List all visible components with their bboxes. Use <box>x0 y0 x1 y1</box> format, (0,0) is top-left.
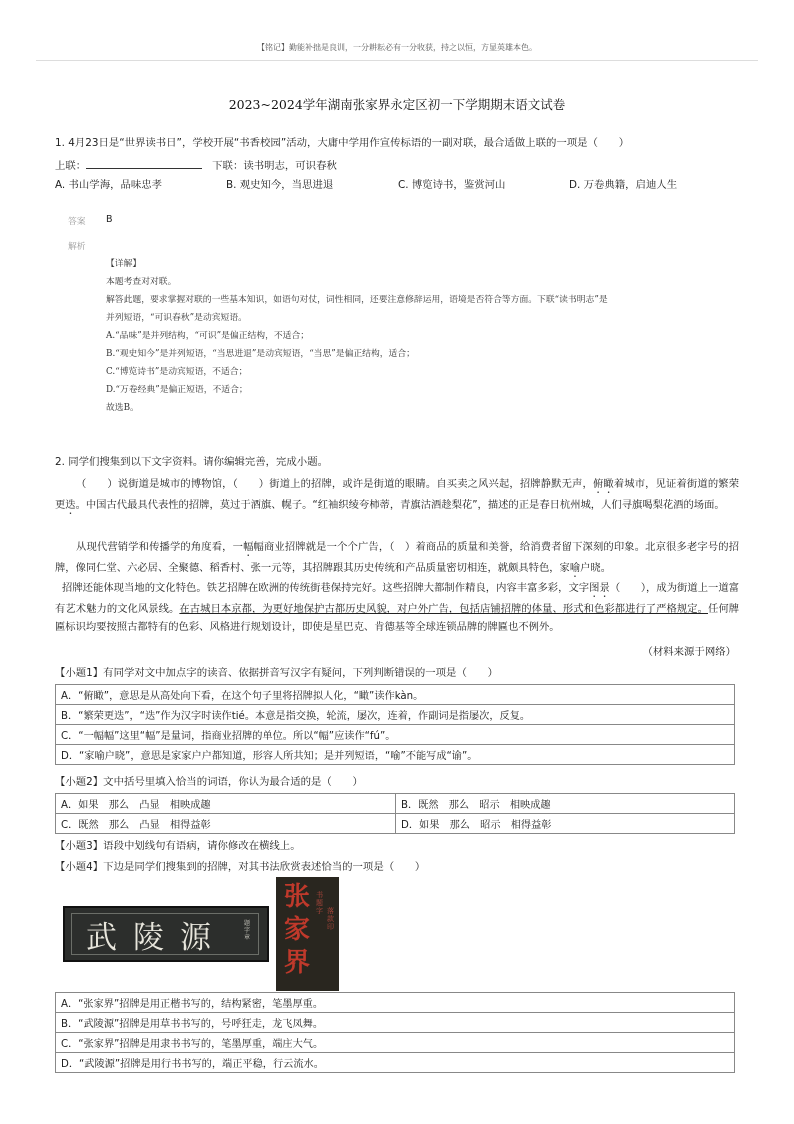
p1-text: 繁荣 <box>718 478 740 490</box>
q1-analysis-line: D.“万卷经典”是偏正短语，不适合； <box>106 385 248 395</box>
q1-analysis-line: 解答此题，要求掌握对联的一些基本知识，如语句对仗，词性相同，还要注意修辞运用，语境是否符合等方面。下联“读书明志”是 <box>106 295 608 305</box>
p1-text: （ ）说街道是城市的博物馆，（ ）街道上的招牌，或许是街道的眼睛。自买卖之风兴起，招牌静默无声， <box>76 478 593 490</box>
p3-text: （ ），成为街道上一道富有艺术魅力的文化风景线。 <box>55 582 740 615</box>
sub4-option-c[interactable]: C．“张家界”招牌是用隶书书写的，笔墨厚重，端庄大气。 <box>56 1033 735 1053</box>
zhangjiajie-sign-text: 张家界 <box>283 882 310 978</box>
sub1-options <box>55 684 735 765</box>
p2-text: 户晓。 <box>580 562 612 574</box>
sub2-option-a[interactable]: A．如果 那么 凸显 相映成趣 <box>56 794 396 814</box>
q2-paragraph-3 <box>55 579 739 637</box>
p2-dotted-yu: 喻 <box>569 562 581 574</box>
p2-dotted-fu: 幅 <box>243 541 254 553</box>
sub4-option-d[interactable]: D．“武陵源”招牌是用行书书写的，端正平稳，行云流水。 <box>56 1053 735 1073</box>
q2-paragraph-1 <box>55 475 739 517</box>
sub2-option-c[interactable]: C．既然 那么 凸显 相得益彰 <box>56 814 396 834</box>
sub1-option-d[interactable]: D．“家喻户晓”，意思是家家户户都知道，形容人所共知；是并列短语，“喻”不能写成“谕”。 <box>56 745 735 765</box>
sub4-option-b[interactable]: B．“武陵源”招牌是用草书书写的，号呼狂走，龙飞凤舞。 <box>56 1013 735 1033</box>
sub2-option-b[interactable]: B．既然 那么 昭示 相映成趣 <box>396 794 735 814</box>
q1-analysis-line: 【详解】 <box>106 259 142 269</box>
q1-analysis-line: A.“品味”是并列结构，“可识”是偏正结构，不适合； <box>106 331 310 341</box>
p3-dotted-tujing: 图景 <box>589 582 610 594</box>
q1-option-d: D. 万卷典籍，启迪人生 <box>569 179 678 191</box>
sign-inscription: 题字章 <box>244 920 251 941</box>
q1-upper-blank <box>86 157 202 169</box>
sub1-option-b[interactable]: B．“繁荣更迭”，“迭”作为汉字时读作tié。本意是指交换，轮流，屡次，连着，作副词是指屡次，反复。 <box>56 705 735 725</box>
sub2-stem: 【小题2】文中括号里填入恰当的词语，你认为最合适的是（ ） <box>55 776 363 788</box>
q1-upper-label: 上联： <box>55 160 87 172</box>
wulingyuan-sign-image <box>63 906 269 962</box>
q1-lower: 下联：读书明志，可识春秋 <box>212 160 337 172</box>
p3-text: 任何牌匾标识均要按照古都特有的色彩、风格进行规划设计，即使是星巴克、肯德基等全球连锁品牌的牌匾也不例外。 <box>55 603 740 634</box>
q2-paragraph-2 <box>55 538 739 580</box>
sub3-stem: 【小题3】语段中划线句有语病，请你修改在横线上。 <box>55 840 301 852</box>
sub4-options <box>55 992 735 1073</box>
q1-analysis-line: 故选B。 <box>106 403 139 413</box>
q1-couplet <box>55 157 337 174</box>
sub4-stem: 【小题4】下边是同学们搜集到的招牌，对其书法欣赏表述恰当的一项是（ ） <box>55 861 426 873</box>
motto-tip: 【铭记】勤能补拙是良训，一分耕耘必有一分收获，持之以恒，方显英雄本色。 <box>257 43 537 52</box>
q1-analysis-line: 本题考查对对联。 <box>106 277 177 287</box>
sign-inscription: 书题字 <box>316 891 323 915</box>
sub1-option-c[interactable]: C．“一幅幅”这里“幅”是量词，指商业招牌的单位。所以“幅”应读作“fú”。 <box>56 725 735 745</box>
q1-option-b: B. 观史知今，当思进退 <box>226 179 334 191</box>
header-divider <box>36 60 758 61</box>
p1-dotted-fukan: 俯瞰 <box>592 478 614 490</box>
p3-underlined-sentence: 在古城日本京都，为更好地保护古都历史风貌，对户外广告，包括店铺招牌的体量、形式和色彩都进行了严格规定。 <box>179 603 708 615</box>
q1-analysis-label: 解析 <box>68 242 86 252</box>
q1-option-c: C. 博览诗书，鉴赏河山 <box>398 179 506 191</box>
q2-stem: 2. 同学们搜集到以下文字资料。请你编辑完善，完成小题。 <box>55 456 328 468</box>
q1-analysis-line: C.“博览诗书”是动宾短语，不适合； <box>106 367 248 377</box>
zhangjiajie-sign-image <box>276 877 339 991</box>
q1-option-a: A. 书山学海，品味忠孝 <box>55 179 163 191</box>
q2-source: （材料来源于网络） <box>642 646 736 658</box>
p1-text: 更 <box>55 499 66 511</box>
p3-text: 招牌还能体现当地的文化特色。铁艺招牌在欧洲的传统街巷保持完好。这些招牌大都制作精良，内容丰富多彩，文字 <box>62 582 590 594</box>
sign-inscription: 落款印 <box>327 907 334 931</box>
wulingyuan-sign-text: 武陵源 <box>86 919 227 956</box>
p2-text: 幅商业招牌就是一个个广告，（ ）着商品的质量和美誉，给消费者留下深刻的印象。北京很多老字号的招牌，像同仁堂、六必居、全聚德、稻香村、张一元等，其招牌跟其历史传统和产品质量密切相连，就颇具特色，家 <box>55 541 740 574</box>
sub4-option-a[interactable]: A．“张家界”招牌是用正楷书写的，结构紧密，笔墨厚重。 <box>56 993 735 1013</box>
p1-text: 着城市，见证着街道的 <box>613 478 719 490</box>
p2-text: 从现代营销学和传播学的角度看，一 <box>76 541 244 553</box>
q1-analysis-line: B.“观史知今”是并列短语，“当思进退”是动宾短语，“当思”是偏正结构，适合； <box>106 349 415 359</box>
q1-answer: B <box>106 214 113 225</box>
exam-title: 2023~2024学年湖南张家界永定区初一下学期期末语文试卷 <box>228 97 566 112</box>
q1-answer-label: 答案 <box>68 217 86 227</box>
sign-frame <box>71 913 259 955</box>
p1-dotted-die: 迭 <box>65 499 76 511</box>
sub2-options <box>55 793 735 834</box>
sub2-option-d[interactable]: D．如果 那么 昭示 相得益彰 <box>396 814 735 834</box>
q1-stem: 1. 4月23日是“世界读书日”，学校开展“书香校园”活动，大庸中学用作宣传标语的一副对联，最合适做上联的一项是（ ） <box>55 137 630 149</box>
q1-analysis-line: 并列短语，“可识春秋”是动宾短语。 <box>106 313 247 323</box>
sub1-stem: 【小题1】有同学对文中加点字的读音、依据拼音写汉字有疑问，下列判断错误的一项是（ ） <box>55 667 499 679</box>
sub1-option-a[interactable]: A．“俯瞰”，意思是从高处向下看，在这个句子里将招牌拟人化，“瞰”读作kàn。 <box>56 685 735 705</box>
p1-text: 。中国古代最具代表性的招牌，莫过于酒旗、幌子。“红袖织绫夸柿蒂，青旗沽酒趁梨花”，描述的正是春日杭州城，人们寻旗喝梨花酒的场面。 <box>75 499 725 511</box>
